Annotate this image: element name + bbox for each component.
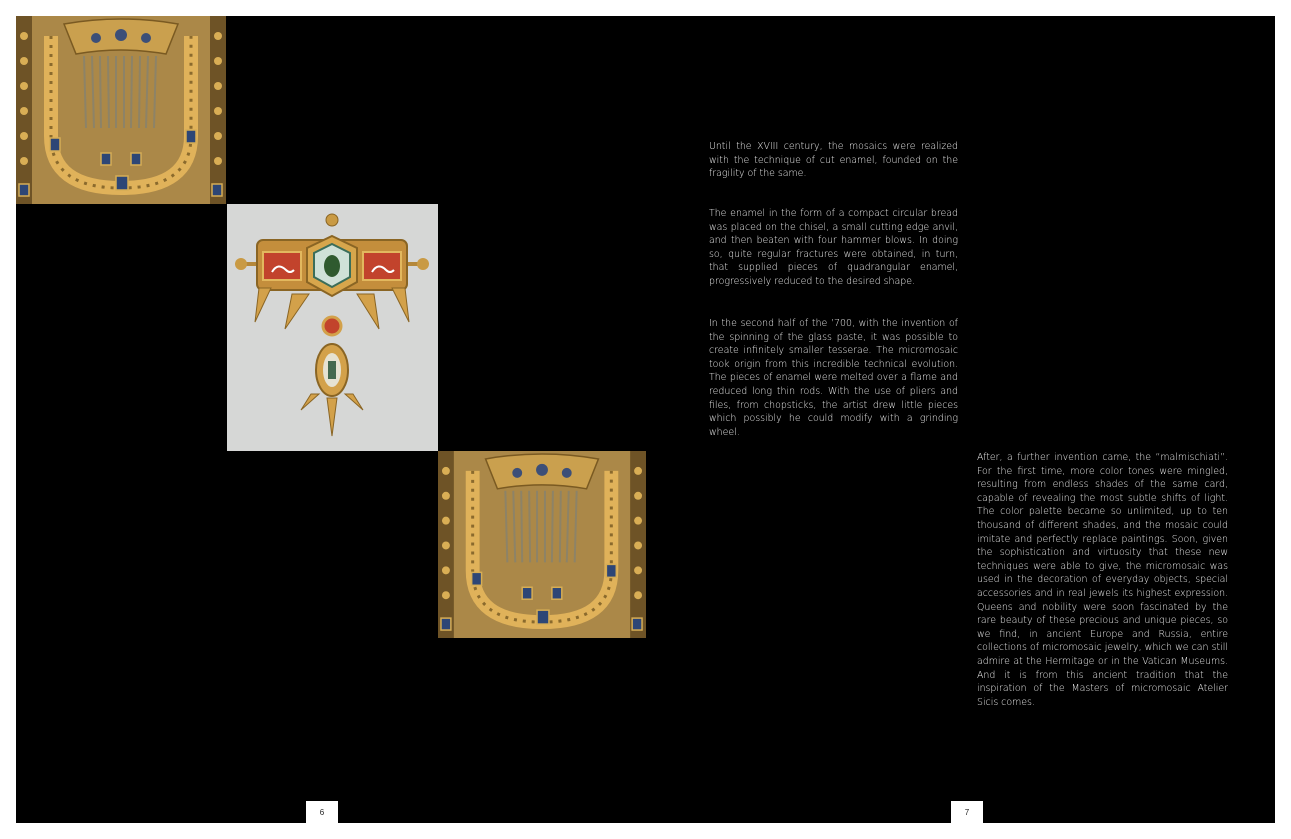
page-number-left: 6 bbox=[306, 801, 338, 823]
paragraph-malmischiati bbox=[977, 451, 1228, 709]
paragraph-cut-enamel bbox=[709, 140, 958, 181]
paragraph-text: Until the XVIII century, the mosaics were realized with the technique of cut enamel, founded on the fragility of the same. bbox=[709, 141, 958, 180]
paragraph-enamel-bread bbox=[709, 207, 958, 289]
paragraph-text: After, a further invention came, the “malmischiati”. For the first time, more color tones were mingled, resulting from endless shades of the same card, capable of revealing the most subtle shifts of light. The color palette became so unlimited, up to ten thousand of different shades, and the mosaic could imitate and perfectly replace paintings. Soon, given the sophistication and virtuosity that these new techniques were able to give, the micromosaic was used in the decoration of everyday objects, special accessories and in real jewels its highest expression. Queens and nobility were soon fascinated by the rare beauty of these precious and unique pieces, so we find, in ancient Europe and Russia, entire collections of micromosaic jewelry, which we can still admire at the Hermitage or in the Vatican Museums. And it is from this ancient tradition that the inspiration of the Masters of micromosaic Atelier Sicis comes. bbox=[977, 452, 1228, 708]
brooch-image bbox=[227, 204, 438, 451]
comb-image bbox=[16, 16, 226, 204]
paragraph-glass-paste bbox=[709, 317, 958, 439]
paragraph-text: The enamel in the form of a compact circular bread was placed on the chisel, a small cutting edge anvil, and then beaten with four hammer blows. In doing so, quite regular fractures were obtained, in turn, that supplied pieces of quadrangular enamel, progressively reduced to the desired shape. bbox=[709, 208, 958, 287]
comb-photo-bottom bbox=[438, 451, 646, 638]
comb-photo-top bbox=[16, 16, 226, 204]
comb-image bbox=[438, 451, 646, 638]
page-number-right: 7 bbox=[951, 801, 983, 823]
brooch-photo bbox=[227, 204, 438, 451]
magazine-spread bbox=[16, 16, 1275, 823]
paragraph-text: In the second half of the ’700, with the invention of the spinning of the glass paste, it was possible to create infinitely smaller tesserae. The micromosaic took origin from this incredible technical evolution. The pieces of enamel were melted over a flame and reduced long thin rods. With the use of pliers and files, from chopsticks, the artist drew little pieces which possibly he could modify with a grinding wheel. bbox=[709, 318, 958, 438]
